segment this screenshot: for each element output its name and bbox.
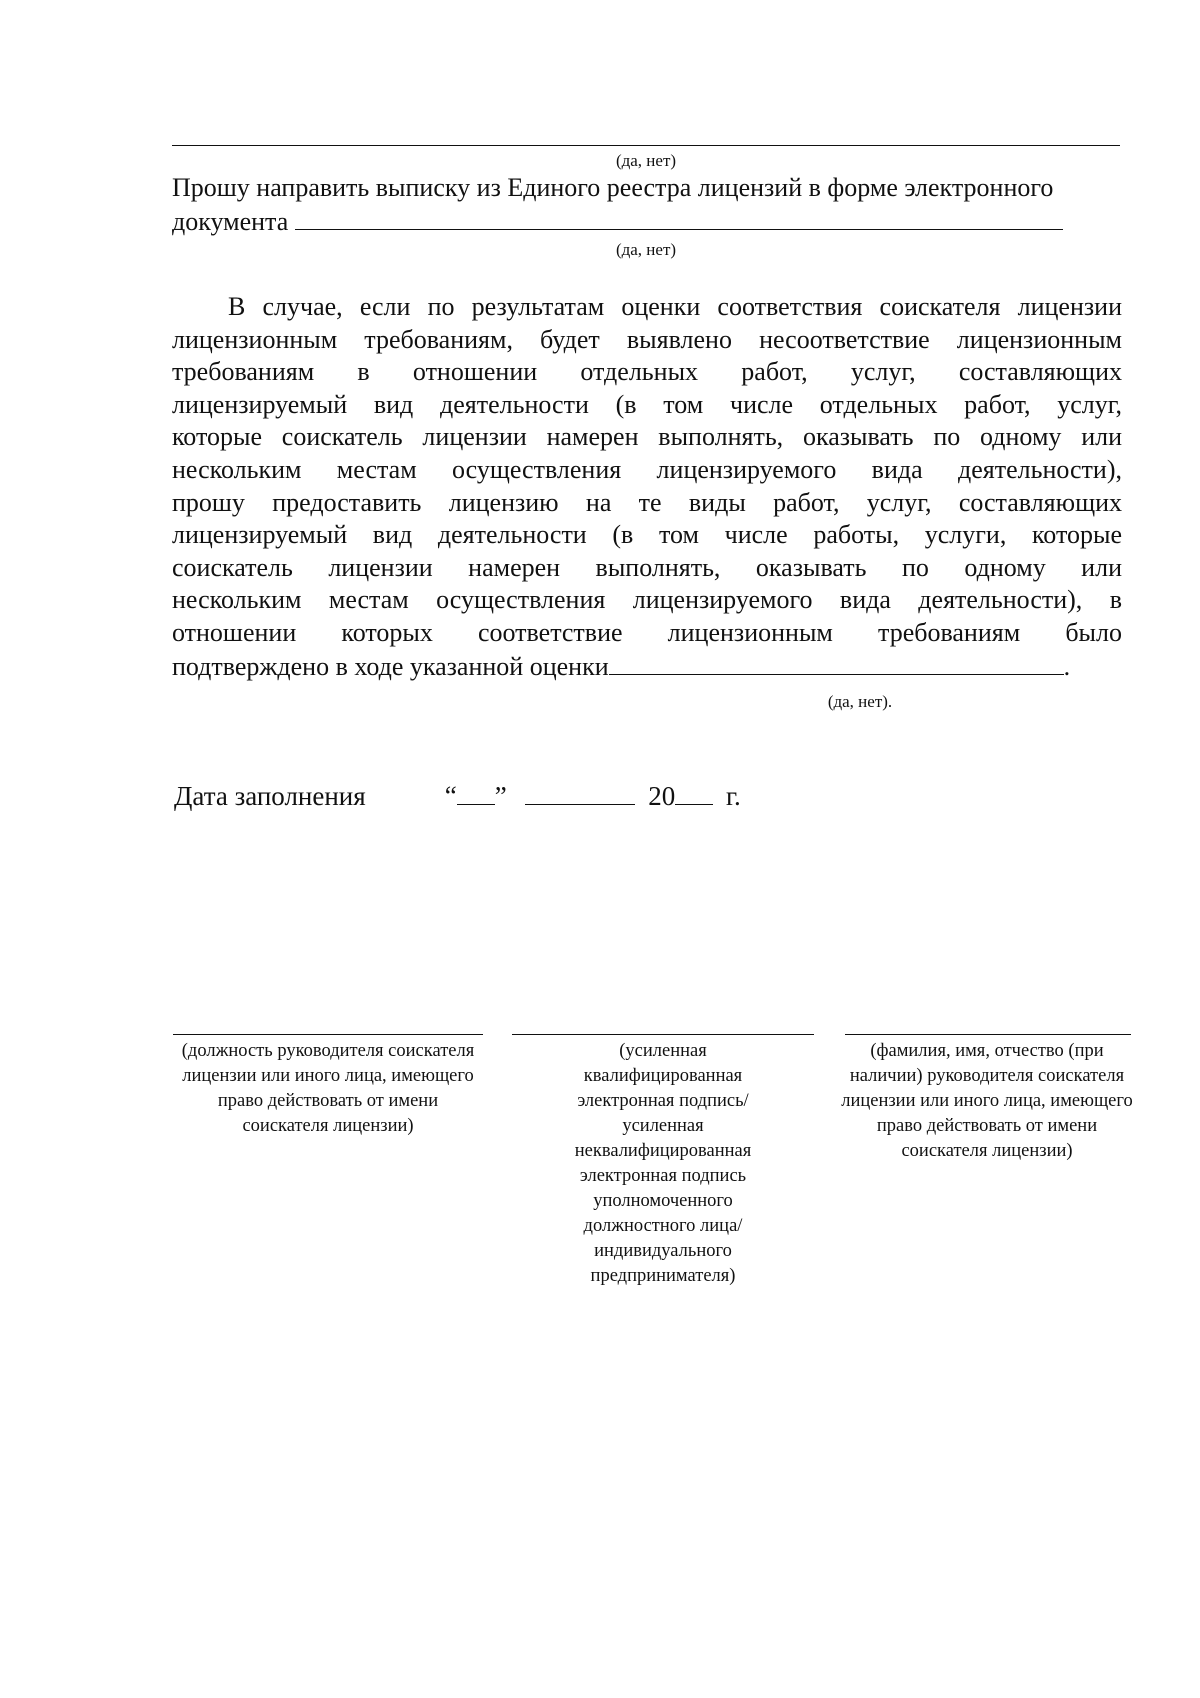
paragraph-last-line-text: подтверждено в ходе указанной оценки	[172, 651, 609, 681]
paragraph-line: лицензионным требованиям, будет выявлено несоответствие лицензионным	[172, 324, 1122, 354]
date-open-quote: “	[444, 781, 457, 811]
paragraph-line: нескольким местам осуществления лицензируемого вида деятельности), в	[172, 585, 1122, 615]
partial-license-answer-field[interactable]	[609, 650, 1064, 675]
extract-request-answer-field[interactable]	[295, 205, 1063, 230]
paragraph-line: требованиям в отношении отдельных работ, услуг, составляющих	[172, 357, 1122, 387]
paragraph-last-line	[172, 650, 1122, 683]
extract-request-hint: (да, нет)	[615, 240, 677, 259]
paragraph-line: нескольким местам осуществления лицензируемого вида деятельности),	[172, 454, 1122, 484]
partial-license-hint: (да, нет).	[827, 692, 893, 711]
electronic-signature-line[interactable]	[512, 1034, 814, 1035]
extract-request-line1: Прошу направить выписку из Единого реестра лицензий в форме электронного	[172, 173, 1054, 202]
date-day-field[interactable]	[457, 780, 495, 805]
fill-date-row	[174, 780, 741, 812]
extract-request-label: документа	[172, 207, 289, 236]
top-answer-hint: (да, нет)	[615, 151, 677, 170]
date-year-prefix: 20	[648, 781, 676, 811]
top-answer-line[interactable]	[172, 145, 1120, 146]
full-name-line[interactable]	[845, 1034, 1131, 1035]
date-year-suffix: г.	[725, 781, 741, 811]
electronic-signature-caption: (усиленная квалифицированная электронная подпись/ усиленная неквалифицированная электронная подпись уполномоченного должностного лица/индивидуального предпринимателя)	[574, 1041, 752, 1286]
paragraph-line: отношении которых соответствие лицензионным требованиям было	[172, 617, 1122, 647]
date-close-quote: ”	[494, 781, 507, 811]
paragraph-line: лицензируемый вид деятельности (в том числе работы, услуги, которые	[172, 520, 1122, 550]
paragraph-line: В случае, если по результатам оценки соответствия соискателя лицензии	[228, 292, 1122, 321]
position-caption: (должность руководителя соискателя лицензии или иного лица, имеющего право действовать от имени соискателя лицензии)	[181, 1041, 475, 1136]
partial-license-paragraph	[172, 291, 1122, 682]
date-month-field[interactable]	[525, 780, 635, 805]
date-year-field[interactable]	[675, 780, 713, 805]
full-name-caption: (фамилия, имя, отчество (при наличии) руководителя соискателя лицензии или иного лица, имеющего право действовать от имени соискателя лицензии)	[841, 1041, 1133, 1161]
position-signature-line[interactable]	[173, 1034, 483, 1035]
paragraph-line: лицензируемый вид деятельности (в том числе отдельных работ, услуг,	[172, 389, 1122, 419]
extract-request-line2	[172, 205, 1063, 238]
paragraph-end-punct: .	[1063, 651, 1071, 681]
paragraph-line: прошу предоставить лицензию на те виды работ, услуг, составляющих	[172, 487, 1122, 517]
paragraph-line: соискатель лицензии намерен выполнять, оказывать по одному или	[172, 552, 1122, 582]
fill-date-label: Дата заполнения	[174, 781, 366, 811]
paragraph-line: которые соискатель лицензии намерен выполнять, оказывать по одному или	[172, 422, 1122, 452]
